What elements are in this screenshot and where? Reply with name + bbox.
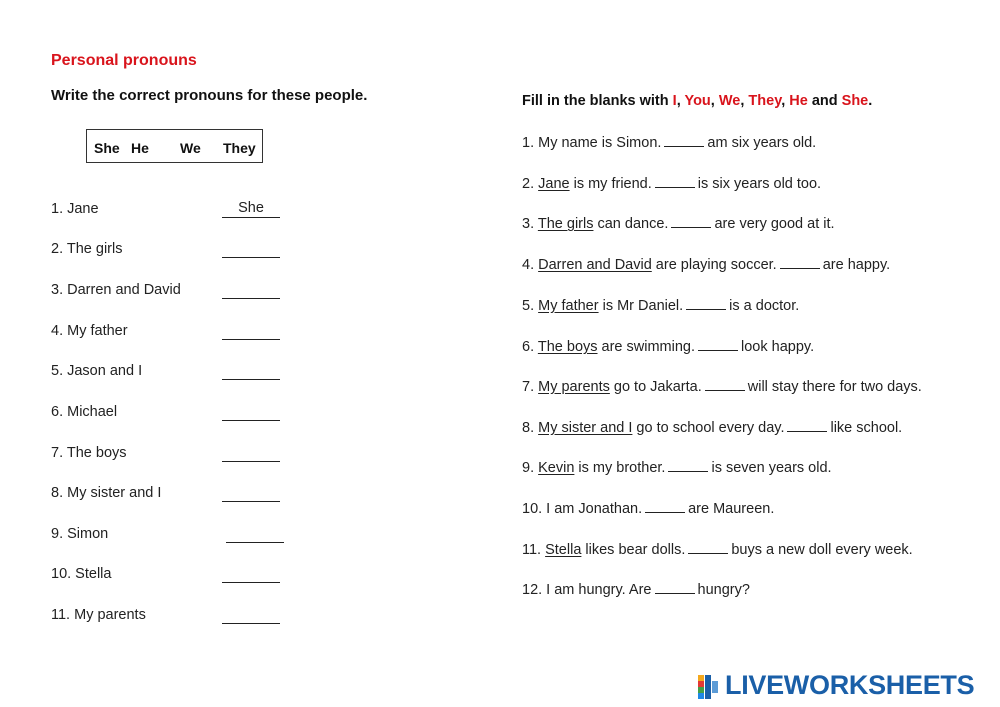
sentence-blank[interactable] xyxy=(705,378,745,391)
sentence-blank[interactable] xyxy=(780,256,820,269)
list-item-label: 10. Stella xyxy=(51,566,112,582)
sentence xyxy=(522,338,814,355)
list-item-label: 7. The boys xyxy=(51,445,127,461)
pronoun-they: They xyxy=(748,93,782,109)
word-box-item: They xyxy=(223,140,256,156)
sentence-end: are happy. xyxy=(822,257,891,273)
sentence-subject: Stella xyxy=(545,542,582,558)
sentence-subject: My father xyxy=(538,298,599,314)
sentence-middle: is my brother. xyxy=(574,460,666,476)
fill-in-instruction xyxy=(522,93,872,109)
sentence-end: will stay there for two days. xyxy=(747,379,922,395)
pronoun-she: She xyxy=(841,93,869,109)
answer-blank[interactable] xyxy=(222,566,280,583)
sentence-subject: My parents xyxy=(538,379,610,395)
sentence-blank[interactable] xyxy=(671,215,711,228)
sentence xyxy=(522,541,913,558)
sentence-middle: are swimming. xyxy=(597,339,696,355)
list-item-label: 5. Jason and I xyxy=(51,363,143,379)
answer-blank[interactable] xyxy=(222,607,280,624)
instruction-prefix: Fill in the blanks with xyxy=(522,93,673,109)
list-item-label: 1. Jane xyxy=(51,201,99,217)
sentence-start: 6. xyxy=(522,339,538,355)
instruction-text: Write the correct pronouns for these people. xyxy=(51,87,368,104)
answer-blank[interactable] xyxy=(222,282,280,299)
sentence xyxy=(522,581,750,598)
word-box-item: She xyxy=(94,140,120,156)
sentence-blank[interactable] xyxy=(787,419,827,432)
list-item-label: 2. The girls xyxy=(51,241,123,257)
sentence-middle: is my friend. xyxy=(569,176,652,192)
answer-blank[interactable] xyxy=(222,445,280,462)
separator-and: and xyxy=(807,93,842,109)
sentence xyxy=(522,256,890,273)
sentence-end: like school. xyxy=(830,420,903,436)
sentence xyxy=(522,134,816,151)
sentence-blank[interactable] xyxy=(688,541,728,554)
sentence-blank[interactable] xyxy=(686,297,726,310)
sentence xyxy=(522,215,835,232)
sentence-subject: The boys xyxy=(537,339,598,355)
sentence xyxy=(522,378,922,395)
sentence xyxy=(522,459,832,476)
sentence-subject: Kevin xyxy=(538,460,575,476)
sentence-end: hungry? xyxy=(697,582,750,598)
separator: , xyxy=(676,93,685,109)
sentence-blank[interactable] xyxy=(655,581,695,594)
separator: , xyxy=(710,93,719,109)
separator: , xyxy=(740,93,749,109)
sentence-subject: Darren and David xyxy=(538,257,652,273)
sentence-end: buys a new doll every week. xyxy=(731,542,913,558)
sentence xyxy=(522,175,821,192)
sentence-end: are Maureen. xyxy=(688,501,775,517)
liveworksheets-logo-icon xyxy=(697,675,723,699)
sentence-start: 4. xyxy=(522,257,539,273)
sentence-end: is seven years old. xyxy=(711,460,832,476)
pronoun-we: We xyxy=(718,93,741,109)
sentence-blank[interactable] xyxy=(645,500,685,513)
sentence-middle: go to Jakarta. xyxy=(609,379,702,395)
sentence-end: is a doctor. xyxy=(729,298,800,314)
sentence-start: 7. xyxy=(522,379,539,395)
sentence-start: 11. xyxy=(522,542,546,558)
list-item-label: 8. My sister and I xyxy=(51,485,162,501)
answer-blank[interactable] xyxy=(222,241,280,258)
sentence-middle: are playing soccer. xyxy=(651,257,777,273)
sentence-blank[interactable] xyxy=(668,459,708,472)
list-item-label: 11. My parents xyxy=(51,607,146,623)
sentence-subject: The girls xyxy=(537,216,594,232)
answer-blank[interactable] xyxy=(222,485,280,502)
sentence xyxy=(522,297,799,314)
answer-blank[interactable] xyxy=(222,404,280,421)
word-box-item: He xyxy=(131,140,149,156)
pronoun-i: I xyxy=(672,93,677,109)
sentence-end: am six years old. xyxy=(707,135,817,151)
answer-blank[interactable]: She xyxy=(222,201,280,218)
sentence-subject: Jane xyxy=(538,176,570,192)
separator: , xyxy=(781,93,790,109)
sentence-middle: can dance. xyxy=(593,216,669,232)
list-item-label: 6. Michael xyxy=(51,404,118,420)
sentence-end: are very good at it. xyxy=(714,216,835,232)
liveworksheets-logo-text: LIVEWORKSHEETS xyxy=(725,670,975,700)
sentence-start: 1. My name is Simon. xyxy=(522,135,662,151)
list-item-label: 3. Darren and David xyxy=(51,282,181,298)
sentence-subject: My sister and I xyxy=(538,420,633,436)
sentence-start: 5. xyxy=(522,298,539,314)
sentence-start: 10. I am Jonathan. xyxy=(522,501,643,517)
sentence-start: 8. xyxy=(522,420,539,436)
sentence-blank[interactable] xyxy=(698,338,738,351)
separator-period: . xyxy=(868,93,873,109)
sentence-middle: likes bear dolls. xyxy=(581,542,686,558)
sentence xyxy=(522,500,774,517)
word-box xyxy=(86,129,263,163)
word-box-item: We xyxy=(180,140,201,156)
sentence-end: look happy. xyxy=(741,339,815,355)
sentence-end: is six years old too. xyxy=(697,176,822,192)
sentence-blank[interactable] xyxy=(664,134,704,147)
sentence xyxy=(522,419,902,436)
list-item-label: 4. My father xyxy=(51,323,128,339)
sentence-middle: is Mr Daniel. xyxy=(598,298,684,314)
page-title: Personal pronouns xyxy=(51,52,197,69)
sentence-start: 12. I am hungry. Are xyxy=(522,582,652,598)
sentence-middle: go to school every day. xyxy=(632,420,785,436)
answer-blank[interactable] xyxy=(222,363,280,380)
sentence-start: 2. xyxy=(522,176,539,192)
sentence-blank[interactable] xyxy=(655,175,695,188)
pronoun-he: He xyxy=(789,93,808,109)
list-item-label: 9. Simon xyxy=(51,526,109,542)
sentence-start: 3. xyxy=(522,216,538,232)
answer-blank[interactable] xyxy=(222,323,280,340)
sentence-start: 9. xyxy=(522,460,539,476)
pronoun-you: You xyxy=(684,93,711,109)
answer-blank[interactable] xyxy=(226,526,284,543)
